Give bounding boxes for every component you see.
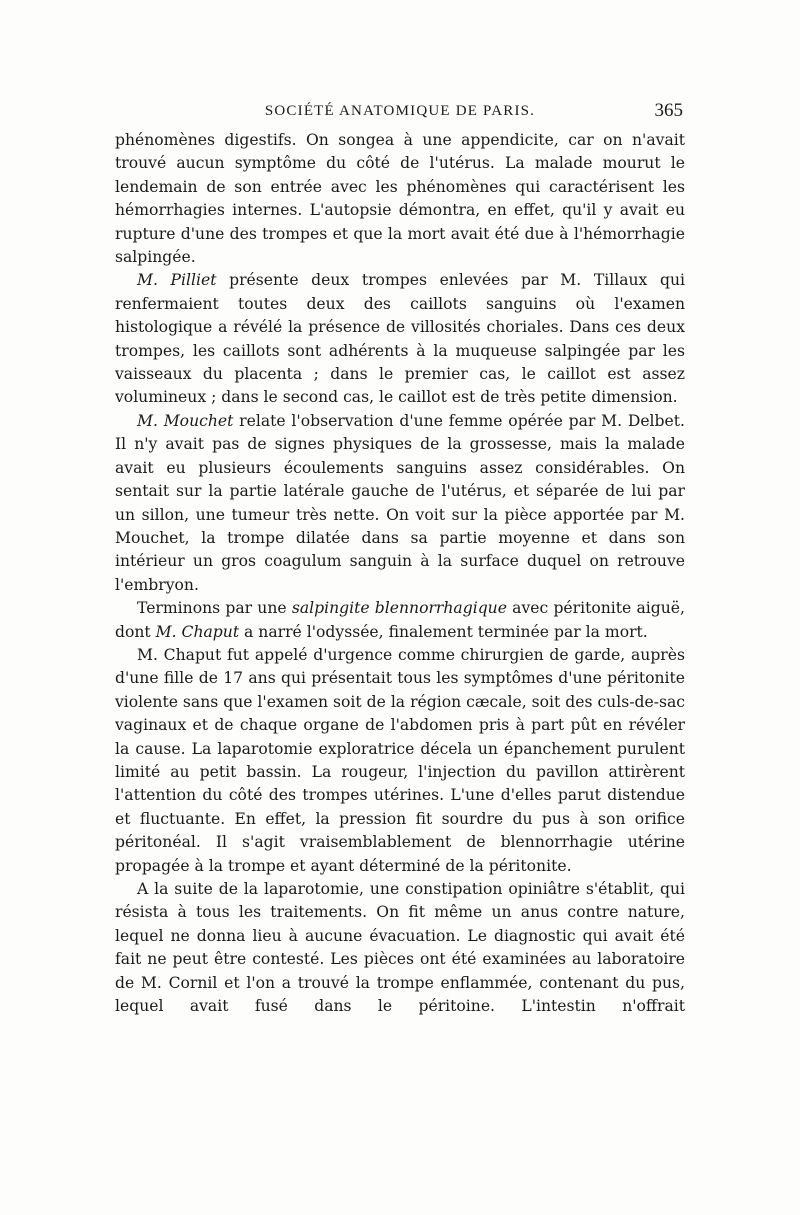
paragraph-text: A la suite de la laparotomie, une constipation opiniâtre s'établit, qui résista à tous les traitements. On fit même un anus contre nature, lequel ne donna lieu à aucune évacuation. Le diagnostic qui avait été fait ne peut être contesté. Les pièces ont été examinées au laboratoire de M. Cornil et l'on a trouvé la trompe enflammée, contenant du pus, lequel avait fusé dans le péritoine. L'intestin n'offrait — [115, 880, 685, 1016]
paragraph-text: phénomènes digestifs. On songea à une appendicite, car on n'avait trouvé aucun symptôme du côté de l'utérus. La malade mourut le lendemain de son entrée avec les phénomènes qui caractérisent les hémorrhagies internes. L'autopsie démontra, en effet, qu'il y avait eu rupture d'une des trompes et que la mort avait été due à l'hémorrhagie salpingée. — [115, 131, 685, 267]
paragraph-pilliet — [115, 269, 685, 409]
paragraph-chaput-case — [115, 644, 685, 878]
paragraph-text: avec péritonite aiguë, dont — [115, 599, 685, 641]
paragraph-text: présente deux trompes enlevées par M. Tillaux qui renfermaient toutes deux des caillots sanguins où l'examen histologique a révélé la présence de villosités choriales. Dans ces deux trompes, les caillots sont adhérents à la muqueuse salpingée par les vaisseaux du placenta ; dans le premier cas, le caillot est assez volumineux ; dans le second cas, le caillot est de très petite dimension. — [115, 271, 685, 407]
paragraph-text: M. Chaput fut appelé d'urgence comme chirurgien de garde, auprès d'une fille de 17 ans qui présentait tous les symptômes d'une péritonite violente sans que l'examen soit de la région cæcale, soit des culs-de-sac vaginaux et de chaque organe de l'abdomen pris à part pût en révéler la cause. La laparotomie exploratrice décela un épanchement purulent limité au petit bassin. La rougeur, l'injection du pavillon attirèrent l'attention du côté des trompes utérines. L'une d'elles parut distendue et fluctuante. En effet, la pression fit sourdre du pus à son orifice péritonéal. Il s'agit vraisemblablement de blennorrhagie utérine propagée à la trompe et ayant déterminé de la péritonite. — [115, 645, 685, 875]
diagnosis-italic: salpingite blennorrhagique — [291, 599, 507, 618]
author-name-chaput: M. Chaput — [155, 622, 240, 641]
author-name-pilliet: M. Pilliet — [137, 271, 217, 290]
body-text — [115, 129, 685, 1018]
paragraph-mouchet — [115, 410, 685, 597]
header-title: SOCIÉTÉ ANATOMIQUE DE PARIS. — [264, 103, 536, 119]
page-number: 365 — [654, 100, 683, 121]
paragraph-continuation — [115, 129, 685, 269]
author-name-mouchet: M. Mouchet — [137, 411, 234, 430]
paragraph-chaput-intro — [115, 597, 685, 644]
paragraph-text: relate l'observation d'une femme opérée par M. Delbet. Il n'y avait pas de signes physiques de la grossesse, mais la malade avait eu plusieurs écoulements sanguins assez considérables. On sentait sur la partie latérale gauche de l'utérus, et séparée de lui par un sillon, une tumeur très nette. On voit sur la pièce apportée par M. Mouchet, la trompe dilatée dans sa partie moyenne et dans son intérieur un gros coagulum sanguin à la surface duquel on retrouve l'embryon. — [115, 411, 685, 594]
paragraph-text: a narré l'odyssée, finalement terminée par la mort. — [239, 622, 648, 641]
paragraph-laparotomy — [115, 878, 685, 1018]
running-header — [115, 100, 685, 126]
paragraph-text: Terminons par une — [137, 599, 292, 618]
